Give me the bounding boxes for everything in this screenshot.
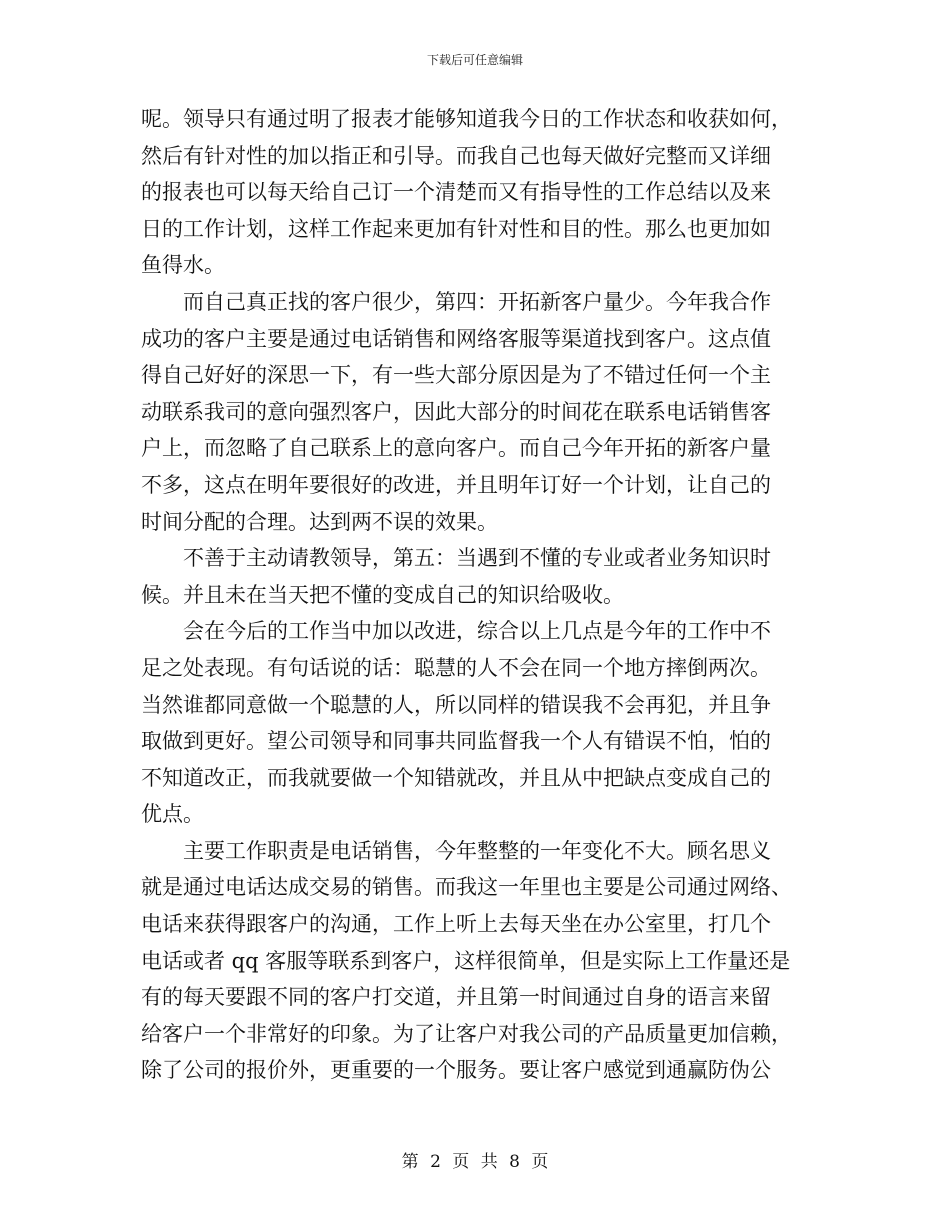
text-line: 然后有针对性的加以指正和引导。而我自己也每天做好完整而又详细: [141, 143, 771, 168]
text-line: 鱼得水。: [141, 253, 225, 278]
paragraph-start-line: 而自己真正找的客户很少，第四：开拓新客户量少。今年我合作: [183, 289, 771, 314]
text-line: 候。并且未在当天把不懂的变成自己的知识给吸收。: [141, 582, 624, 607]
text-line: 的报表也可以每天给自己订一个清楚而又有指导性的工作总结以及来: [141, 180, 771, 205]
text-line: 呢。领导只有通过明了报表才能够知道我今日的工作状态和收获如何，: [141, 107, 792, 131]
page-header: 下载后可任意编辑: [426, 53, 523, 67]
text-line: 日的工作计划，这样工作起来更加有针对性和目的性。那么也更加如: [141, 216, 771, 241]
text-line: 不多，这点在明年要很好的改进，并且明年订好一个计划，让自己的: [141, 472, 771, 497]
text-line: 电话来获得跟客户的沟通，工作上听上去每天坐在办公室里，打几个: [141, 912, 771, 937]
text-line: 优点。: [141, 802, 204, 827]
text-line: 当然谁都同意做一个聪慧的人，所以同样的错误我不会再犯，并且争: [141, 692, 771, 717]
text-line: 给客户一个非常好的印象。为了让客户对我公司的产品质量更加信赖，: [141, 1021, 792, 1046]
text-line: 足之处表现。有句话说的话：聪慧的人不会在同一个地方摔倒两次。: [141, 655, 771, 680]
text-line: 动联系我司的意向强烈客户，因此大部分的时间花在联系电话销售客: [141, 399, 771, 424]
text-line: 时间分配的合理。达到两不误的效果。: [141, 509, 498, 534]
text-line: 有的每天要跟不同的客户打交道，并且第一时间通过自身的语言来留: [141, 985, 771, 1010]
text-line: 除了公司的报价外，更重要的一个服务。要让客户感觉到通赢防伪公: [141, 1058, 771, 1083]
document-body: [141, 101, 801, 1089]
text-line: 就是通过电话达成交易的销售。而我这一年里也主要是公司通过网络、: [141, 875, 792, 900]
page-number: 第 2 页 共 8 页: [401, 1152, 549, 1172]
paragraph-start-line: 不善于主动请教领导，第五：当遇到不懂的专业或者业务知识时: [183, 546, 771, 571]
text-line: 取做到更好。望公司领导和同事共同监督我一个人有错误不怕，怕的: [141, 729, 771, 754]
text-line: 电话或者 qq 客服等联系到客户，这样很简单，但是实际上工作量还是: [141, 948, 791, 973]
paragraph-start-line: 会在今后的工作当中加以改进，综合以上几点是今年的工作中不: [183, 619, 771, 644]
text-line: 户上，而忽略了自己联系上的意向客户。而自己今年开拓的新客户量: [141, 436, 771, 461]
text-line: 成功的客户主要是通过电话销售和网络客服等渠道找到客户。这点值: [141, 326, 771, 351]
paragraph-start-line: 主要工作职责是电话销售，今年整整的一年变化不大。顾名思义: [183, 838, 771, 863]
text-line: 不知道改正，而我就要做一个知错就改，并且从中把缺点变成自己的: [141, 765, 771, 790]
text-line: 得自己好好的深思一下，有一些大部分原因是为了不错过任何一个主: [141, 363, 771, 388]
